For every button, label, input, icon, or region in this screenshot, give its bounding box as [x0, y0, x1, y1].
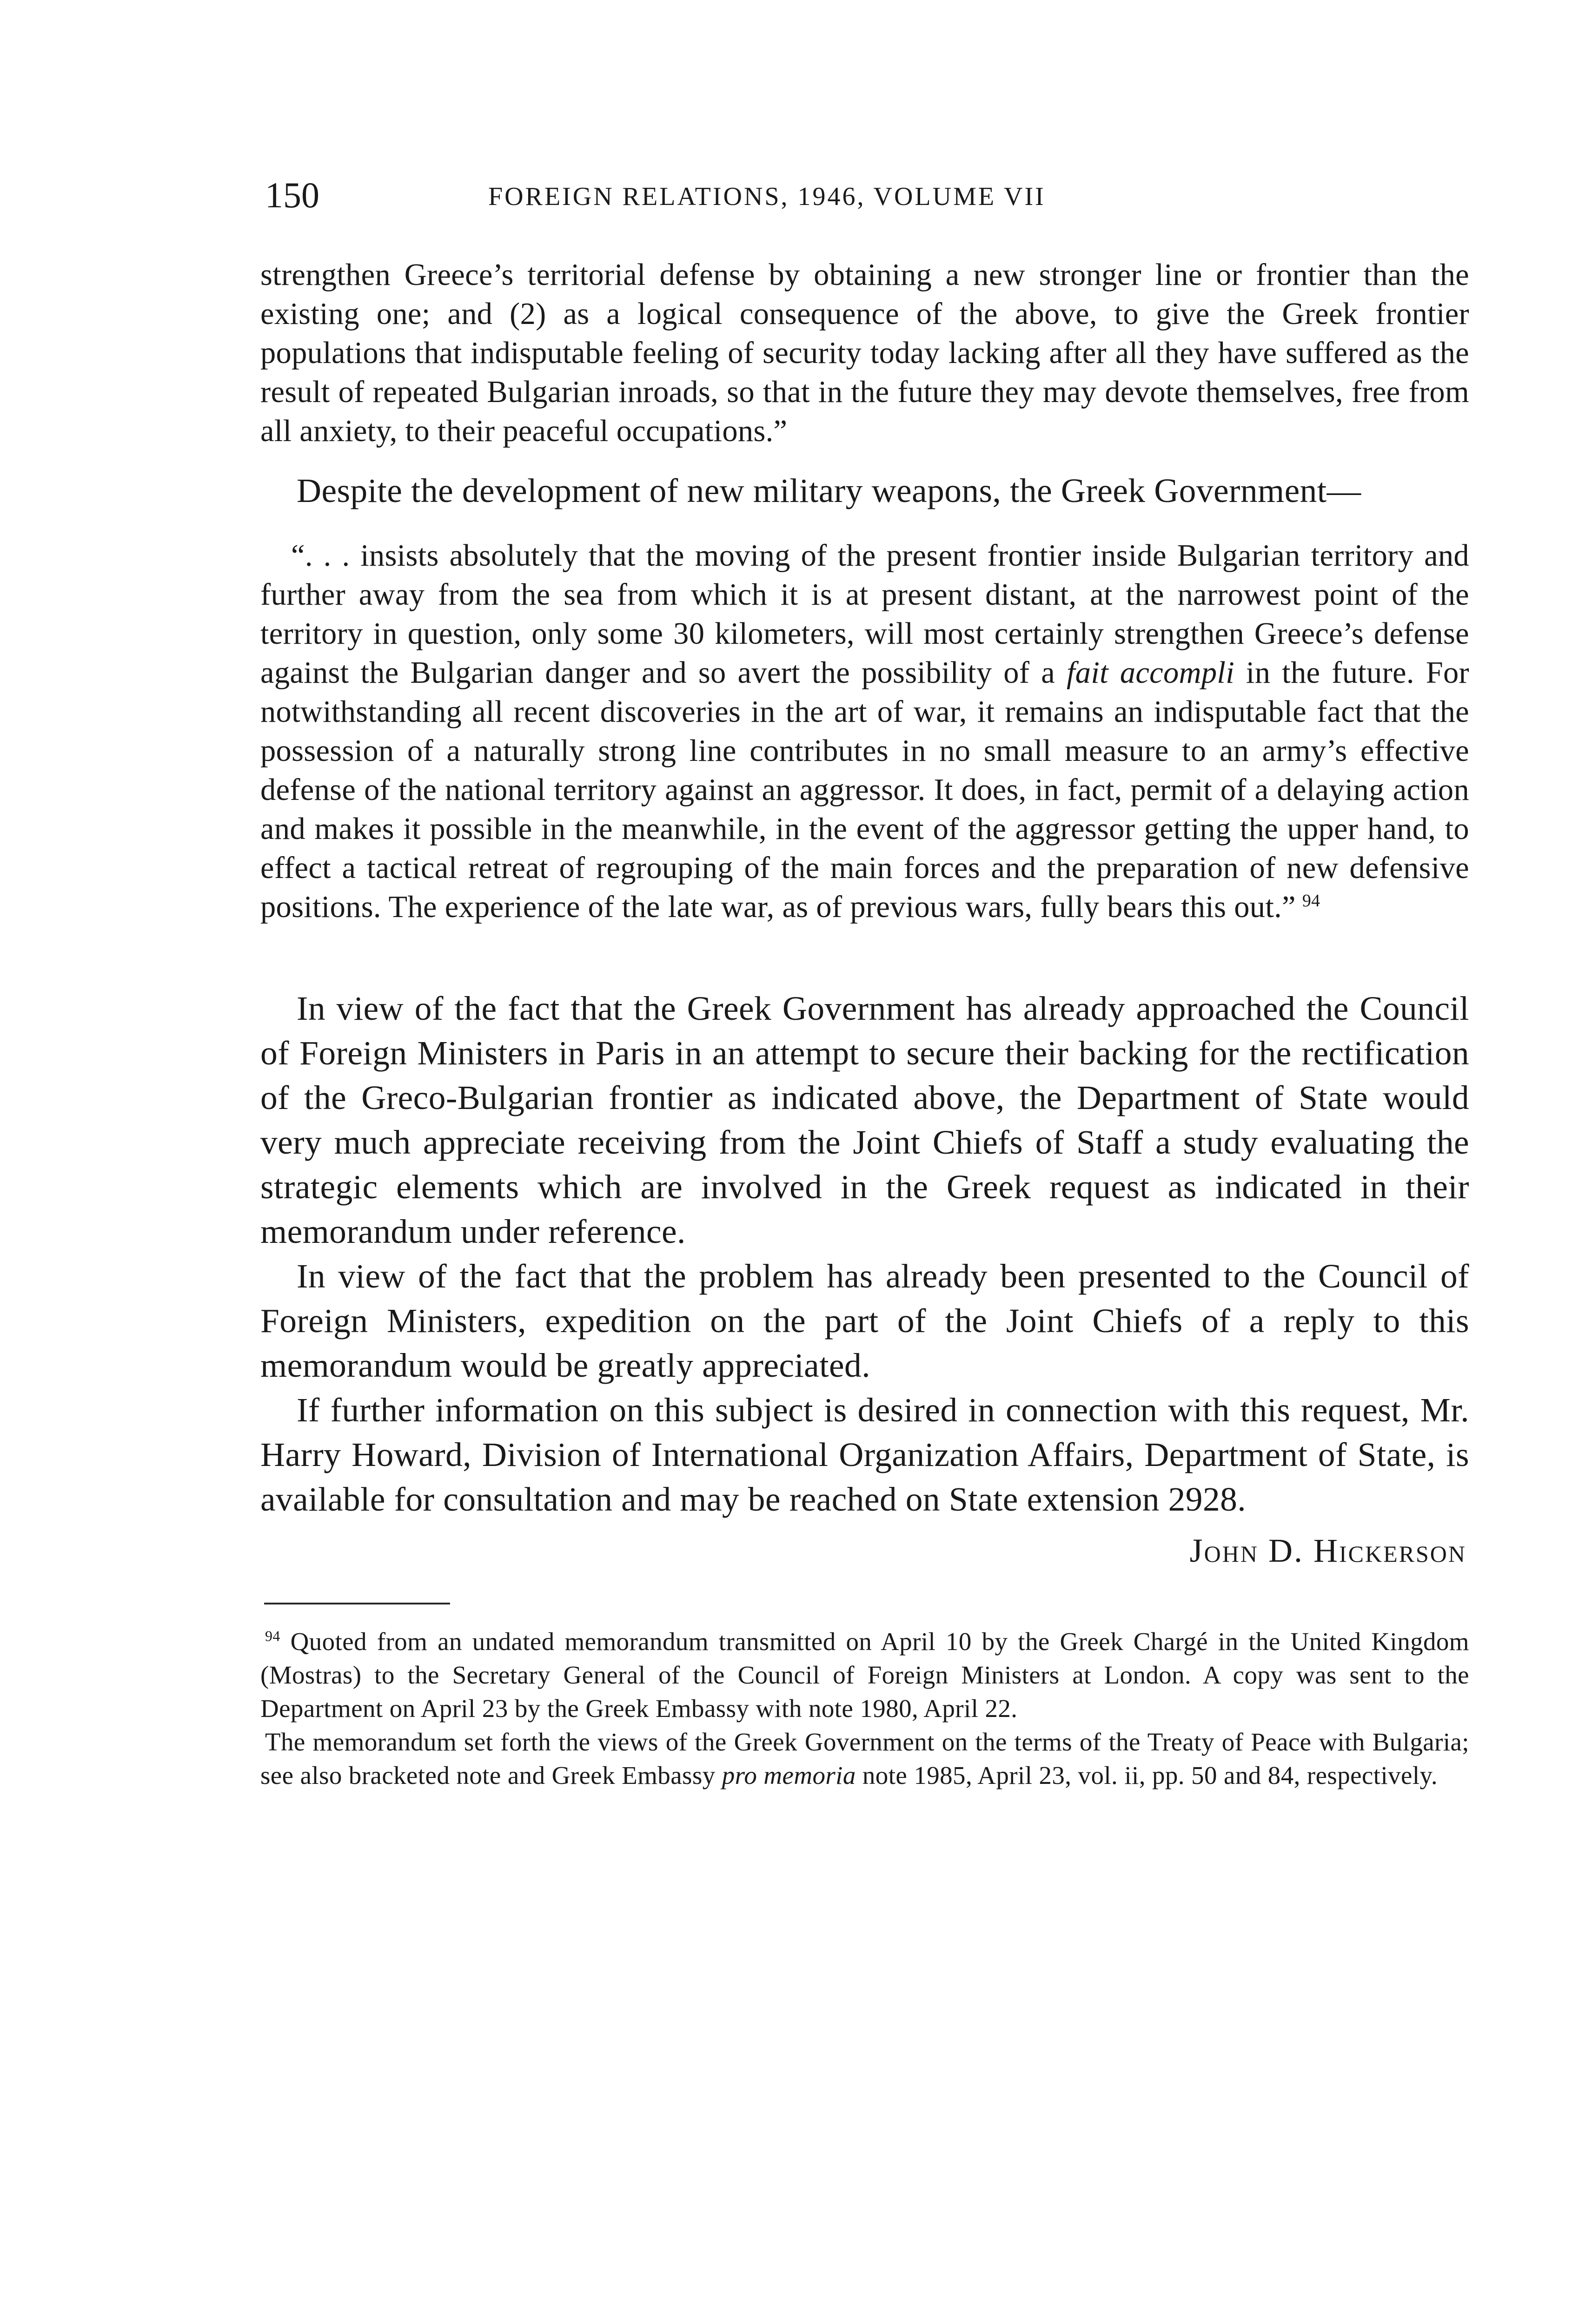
footnote-text-2-start: The memorandum set forth the views of the Greek Government on the terms of the Treaty of Peace with Bulgaria; see also bracketed note and Greek Embassy — [260, 1728, 1469, 1789]
signature: John D. Hickerson — [1189, 1532, 1466, 1569]
footnote-94-continued — [260, 1725, 1469, 1792]
italic-phrase: fait accompli — [1067, 656, 1234, 690]
running-title: FOREIGN RELATIONS, 1946, VOLUME VII — [488, 182, 1046, 211]
footnote-italic-phrase: pro memoria — [722, 1761, 856, 1789]
footnote-text-1: Quoted from an undated memorandum transmitted on April 10 by the Greek Chargé in the United Kingdom (Mostras) to the Secretary General of the Council of Foreign Ministers at London. A copy was sent to the Department on April 23 by the Greek Embassy with note 1980, April 22. — [260, 1627, 1469, 1723]
intro-paragraph: Despite the development of new military weapons, the Greek Government— — [297, 472, 1361, 509]
body-paragraph-3: If further information on this subject is desired in connection with this request, Mr. Harry Howard, Division of International Organization Affairs, Department of State, is available for consultation and may be reached on State extension 2928. — [260, 1391, 1469, 1518]
footnote-reference[interactable]: 94 — [1302, 891, 1320, 911]
block-quote-text-2: in the future. For notwithstanding all recent discoveries in the art of war, it remains an indisputable fact that the possession of a naturally strong line contributes in no small measure to an army’s effective defense of the national territory against an aggressor. It does, in fact, permit of a delaying action and makes it possible in the meanwhile, in the event of the aggressor getting the upper hand, to effect a tactical retreat of regrouping of the main forces and the preparation of new defensive positions. The experience of the late war, as of previous wars, fully bears this out.” — [260, 656, 1469, 924]
body-paragraph-1: In view of the fact that the Greek Government has already approached the Council of Foreign Ministers in Paris in an attempt to secure their backing for the rectification of the Greco-Bulgarian frontier as indicated above, the Department of State would very much appreciate receiving from the Joint Chiefs of Staff a study evaluating the strategic elements which are involved in the Greek request as indicated in their memorandum under reference. — [260, 990, 1469, 1250]
running-head — [260, 172, 1469, 242]
footnote-number: 94 — [265, 1627, 280, 1644]
footnote-divider — [264, 1603, 450, 1604]
document-page — [260, 172, 1469, 2324]
block-quote — [260, 536, 1469, 927]
footnote-94 — [260, 1625, 1469, 1725]
footnotes — [260, 1625, 1469, 1792]
quote-continuation: strengthen Greece’s territorial defense by obtaining a new stronger line or frontier than the existing one; and (2) as a logical consequence of the above, to give the Greek frontier populations that indisputable feeling of security today lacking after all they have suffered as the result of repeated Bulgarian inroads, so that in the future they may devote themselves, free from all anxiety, to their peaceful occupations.” — [260, 258, 1469, 448]
page-number: 150 — [265, 175, 319, 215]
body-paragraph-2: In view of the fact that the problem has already been presented to the Council of Foreign Ministers, expedition on the part of the Joint Chiefs of a reply to this memorandum would be greatly appreciated. — [260, 1257, 1469, 1384]
footnote-text-2-end: note 1985, April 23, vol. ii, pp. 50 and 84, respectively. — [856, 1761, 1438, 1789]
block-quote-text-1: “. . . insists absolutely that the moving of the present frontier inside Bulgarian territory and further away from the sea from which it is at present distant, at the narrowest point of the territory in question, only some 30 kilometers, will most certainly strengthen Greece’s defense against the Bulgarian danger and so avert the possibility of a — [260, 539, 1469, 690]
